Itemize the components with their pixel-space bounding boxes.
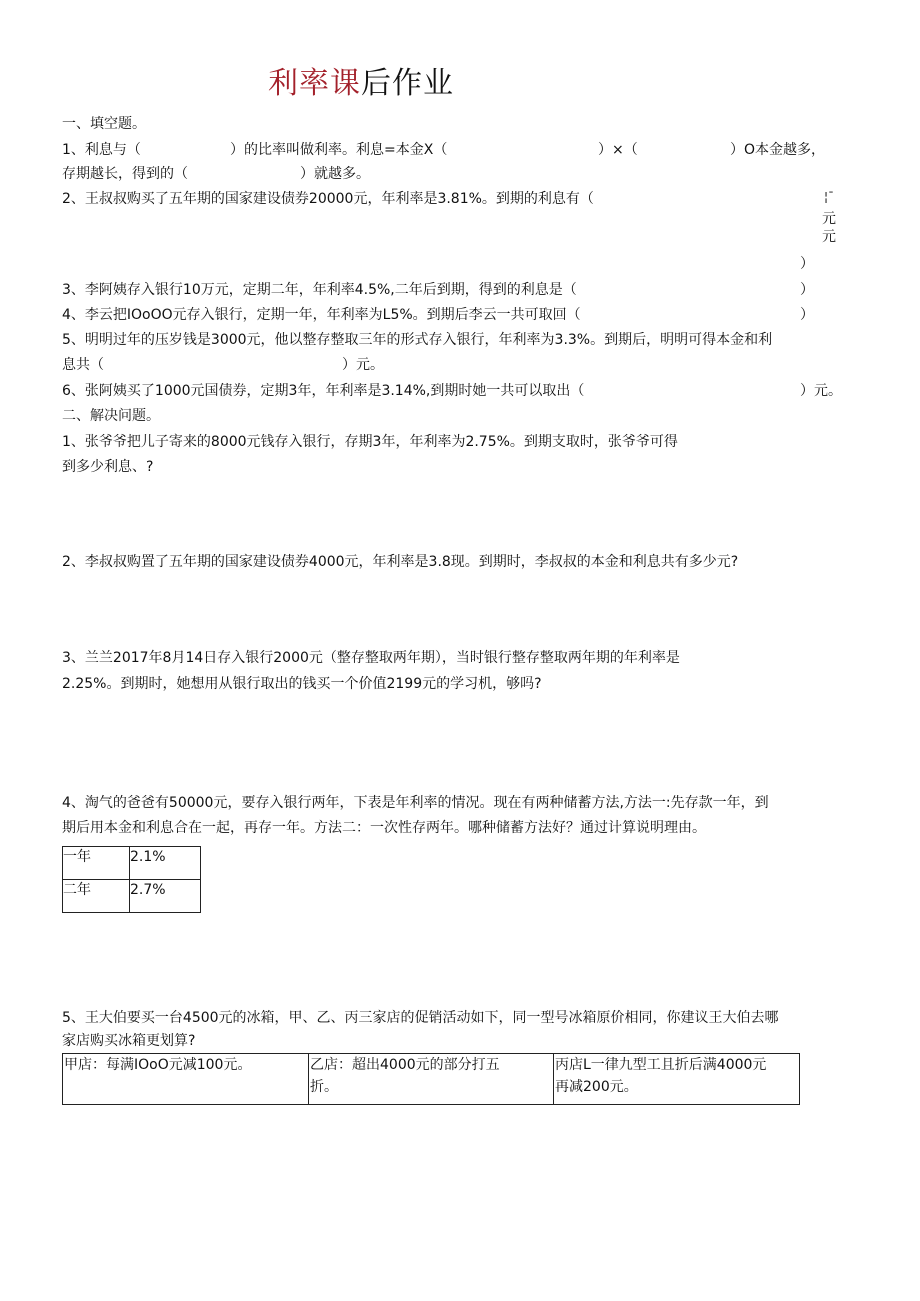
q2-close-paren: ） (800, 256, 814, 272)
page-title (268, 64, 454, 104)
section1-heading: 一、填空题。 (62, 116, 146, 132)
p5-line1: 5、王大伯要买一台4500元的冰箱，甲、乙、丙三家店的促销活动如下，同一型号冰箱原价相同，你建议王大伯去哪 (62, 1010, 779, 1026)
store-c-line2: 再减200元。 (555, 1079, 638, 1095)
q1-line1-part3: ）×（ (598, 142, 638, 158)
q5-line2-part2: ）元。 (342, 357, 384, 373)
title-black-part: 后作业 (361, 66, 454, 101)
q6-text: 6、张阿姨买了1000元国债券，定期3年，年利率是3.14%,到期时她一共可以取出（ (62, 383, 585, 399)
q4-text: 4、李云把IOoOO元存入银行，定期一年，年利率为L5%。到期后李云一共可取回（ (62, 307, 581, 323)
section2-heading: 二、解决问题。 (62, 408, 160, 424)
p4-line2: 期后用本金和利息合在一起，再存一年。方法二：一次性存两年。哪种储蓄方法好？通过计算说明理由。 (62, 820, 706, 836)
q5-line1: 5、明明过年的压岁钱是3000元，他以整存整取三年的形式存入银行，年利率为3.3%。到期后，明明可得本金和利 (62, 332, 773, 348)
p1-line1: 1、张爷爷把儿子寄来的8000元钱存入银行，存期3年，年利率为2.75%。到期支取时，张爷爷可得 (62, 434, 678, 450)
q2-yuan-2: 元 (822, 229, 836, 245)
q2-text: 2、王叔叔购买了五年期的国家建设债券20000元，年利率是3.81%。到期的利息有（ (62, 191, 594, 207)
store-b-line2: 折。 (310, 1079, 338, 1095)
store-c-cell (554, 1054, 800, 1105)
q4-close-paren: ） (800, 307, 814, 323)
table-row (63, 847, 201, 880)
interest-rate-table (62, 846, 201, 913)
q1-line2-part1: 存期越长，得到的（ (62, 166, 188, 182)
q1-line1-part1: 1、利息与（ (62, 142, 141, 158)
p4-line1: 4、淘气的爸爸有50000元，要存入银行两年，下表是年利率的情况。现在有两种储蓄方法,方法一:先存款一年，到 (62, 795, 769, 811)
q3-close-paren: ） (800, 282, 814, 298)
store-c-line1: 丙店L一律九型工且折后满4000元 (555, 1057, 767, 1073)
table-row (63, 1054, 800, 1105)
q1-line2-part2: ）就越多。 (300, 166, 370, 182)
q2-margin-mark: ¦¯ (824, 190, 835, 204)
q3-text: 3、李阿姨存入银行10万元，定期二年，年利率4.5%,二年后到期，得到的利息是（ (62, 282, 577, 298)
p3-line1: 3、兰兰2017年8月14日存入银行2000元（整存整取两年期），当时银行整存整取两年期的年利率是 (62, 650, 680, 666)
rate-cell: 2.7% (130, 880, 201, 913)
p5-line2: 家店购买冰箱更划算? (62, 1033, 196, 1049)
q6-close-paren: ）元。 (800, 383, 842, 399)
q1-line1-part2: ）的比率叫做利率。利息=本金X（ (230, 142, 448, 158)
store-a-cell (63, 1054, 309, 1105)
store-promotion-table (62, 1053, 800, 1105)
q2-yuan-1: 元 (822, 211, 836, 227)
p1-line2: 到多少利息、? (62, 459, 154, 475)
store-b-cell (309, 1054, 554, 1105)
term-cell: 一年 (63, 847, 130, 880)
term-cell: 二年 (63, 880, 130, 913)
p3-line2: 2.25%。到期时，她想用从银行取出的钱买一个价值2199元的学习机，够吗? (62, 676, 542, 692)
q5-line2-part1: 息共（ (62, 357, 104, 373)
title-red-part: 利率课 (268, 66, 361, 101)
q1-line1-part4: ）O本金越多， (730, 142, 826, 158)
rate-cell: 2.1% (130, 847, 201, 880)
store-b-line1: 乙店：超出4000元的部分打五 (310, 1057, 500, 1073)
store-a-text: 甲店：每满IOoO元减100元。 (64, 1057, 252, 1073)
table-row (63, 880, 201, 913)
p2-line1: 2、李叔叔购置了五年期的国家建设债券4000元，年利率是3.8现。到期时，李叔叔的本金和利息共有多少元? (62, 554, 739, 570)
